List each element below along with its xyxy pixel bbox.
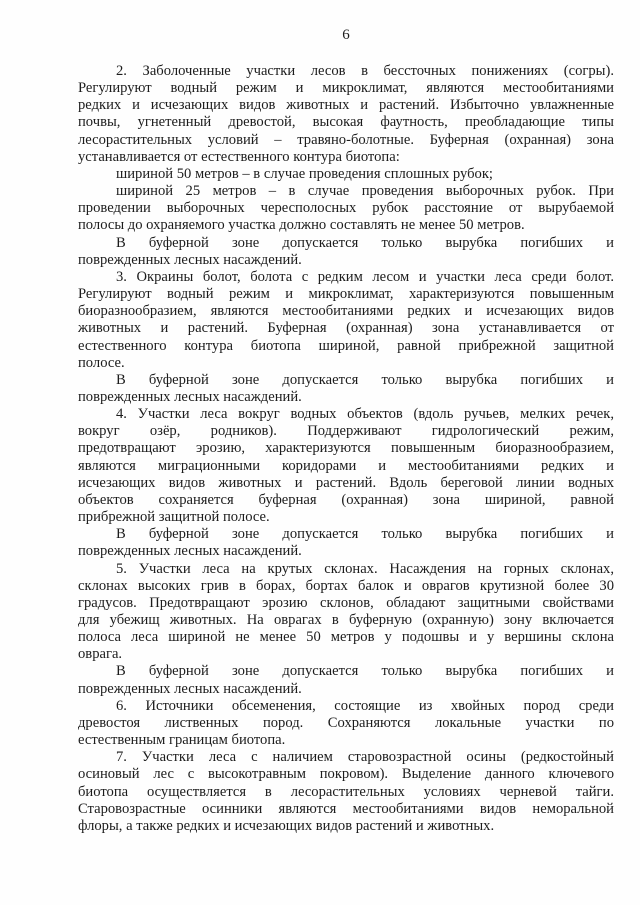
text-line: естественного контура биотопа шириной, равной прибрежной защитной: [78, 337, 614, 354]
text-line: В буферной зоне допускается только вырубка погибших и: [116, 371, 614, 388]
text-line: предотвращают эрозию, характеризуются повышенным биоразнообразием,: [78, 440, 614, 457]
text-line: 3. Окраины болот, болота с редким лесом и участки леса среди болот.: [116, 268, 614, 285]
text-line: градусов. Предотвращают эрозию склонов, обладают защитными свойствами: [78, 594, 614, 611]
text-line: В буферной зоне допускается только вырубка погибших и: [116, 526, 614, 543]
text-line: редких и исчезающих видов животных и растений. Избыточно увлажненные: [78, 97, 614, 114]
text-line: древостоя лиственных пород. Сохраняются локальные участки по: [78, 714, 614, 731]
text-line: естественным границам биотопа.: [78, 732, 286, 749]
text-line: оврага.: [78, 646, 123, 663]
text-line: устанавливается от естественного контура биотопа:: [78, 148, 400, 165]
text-line: проведении выборочных чересполосных рубок расстояние от вырубаемой: [78, 200, 614, 217]
text-line: склонах высоких грив в борах, бортах балок и оврагов крутизной более 30: [78, 577, 614, 594]
text-line: поврежденных лесных насаждений.: [78, 251, 302, 268]
text-line: биоразнообразием, являются местообитаниями редких и исчезающих видов: [78, 303, 614, 320]
text-line: 7. Участки леса с наличием старовозрастной осины (редкостойный: [116, 749, 614, 766]
text-line: В буферной зоне допускается только вырубка погибших и: [116, 234, 614, 251]
text-line: исчезающих видов животных и растений. Вдоль береговой линии водных: [78, 474, 614, 491]
text-line: полоса леса шириной не менее 50 метров у подошвы и у вершины склона: [78, 629, 614, 646]
text-line: полосы до охраняемого участка должно составлять не менее 50 метров.: [78, 217, 525, 234]
document-text: [78, 63, 614, 835]
text-line: В буферной зоне допускается только вырубка погибших и: [116, 663, 614, 680]
text-line: биотопа осуществляется в лесорастительных условиях черневой тайги.: [78, 783, 614, 800]
text-line: флоры, а также редких и исчезающих видов растений и животных.: [78, 817, 495, 834]
text-line: для убежищ животных. На оврагах в буферную (охранную) зону включается: [78, 612, 614, 628]
text-line: Старовозрастные осинники являются местообитаниями видов неморальной: [78, 800, 614, 817]
text-line: Регулируют водный режим и микроклимат, характеризуются повышенным: [78, 286, 614, 303]
text-line: вокруг озёр, родников). Поддерживают гидрологический режим,: [78, 423, 614, 440]
text-line: полосе.: [78, 354, 125, 371]
text-line: поврежденных лесных насаждений.: [78, 388, 302, 405]
text-line: прибрежной защитной полосе.: [78, 509, 270, 526]
text-line: поврежденных лесных насаждений.: [78, 543, 302, 560]
text-line: осиновый лес с высокотравным покровом). Выделение данного ключевого: [78, 766, 614, 783]
text-line: животных и растений. Буферная (охранная) зона устанавливается от: [78, 320, 614, 337]
text-line: являются миграционными коридорами и местообитаниями редких и: [78, 457, 614, 474]
text-line: 4. Участки леса вокруг водных объектов (вдоль ручьев, мелких речек,: [116, 406, 614, 423]
text-line: Регулируют водный режим и микроклимат, являются местообитаниями: [78, 80, 614, 97]
text-line: лесорастительных условий – травяно-болотные. Буферная (охранная) зона: [78, 131, 614, 148]
page-number: 6: [342, 27, 350, 43]
text-line: 5. Участки леса на крутых склонах. Насаждения на горных склонах,: [116, 560, 614, 577]
text-line: шириной 25 метров – в случае проведения выборочных рубок. При: [116, 183, 614, 200]
text-line: шириной 50 метров – в случае проведения сплошных рубок;: [116, 165, 493, 182]
text-line: почвы, угнетенный древостой, высокая фаутность, преобладающие типы: [78, 114, 614, 131]
text-line: объектов сохраняется буферная (охранная) зона шириной, равной: [78, 491, 614, 508]
text-line: 2. Заболоченные участки лесов в бессточных понижениях (согры).: [116, 63, 614, 79]
text-line: 6. Источники обсеменения, состоящие из хвойных пород среди: [116, 697, 614, 714]
text-line: поврежденных лесных насаждений.: [78, 680, 302, 697]
